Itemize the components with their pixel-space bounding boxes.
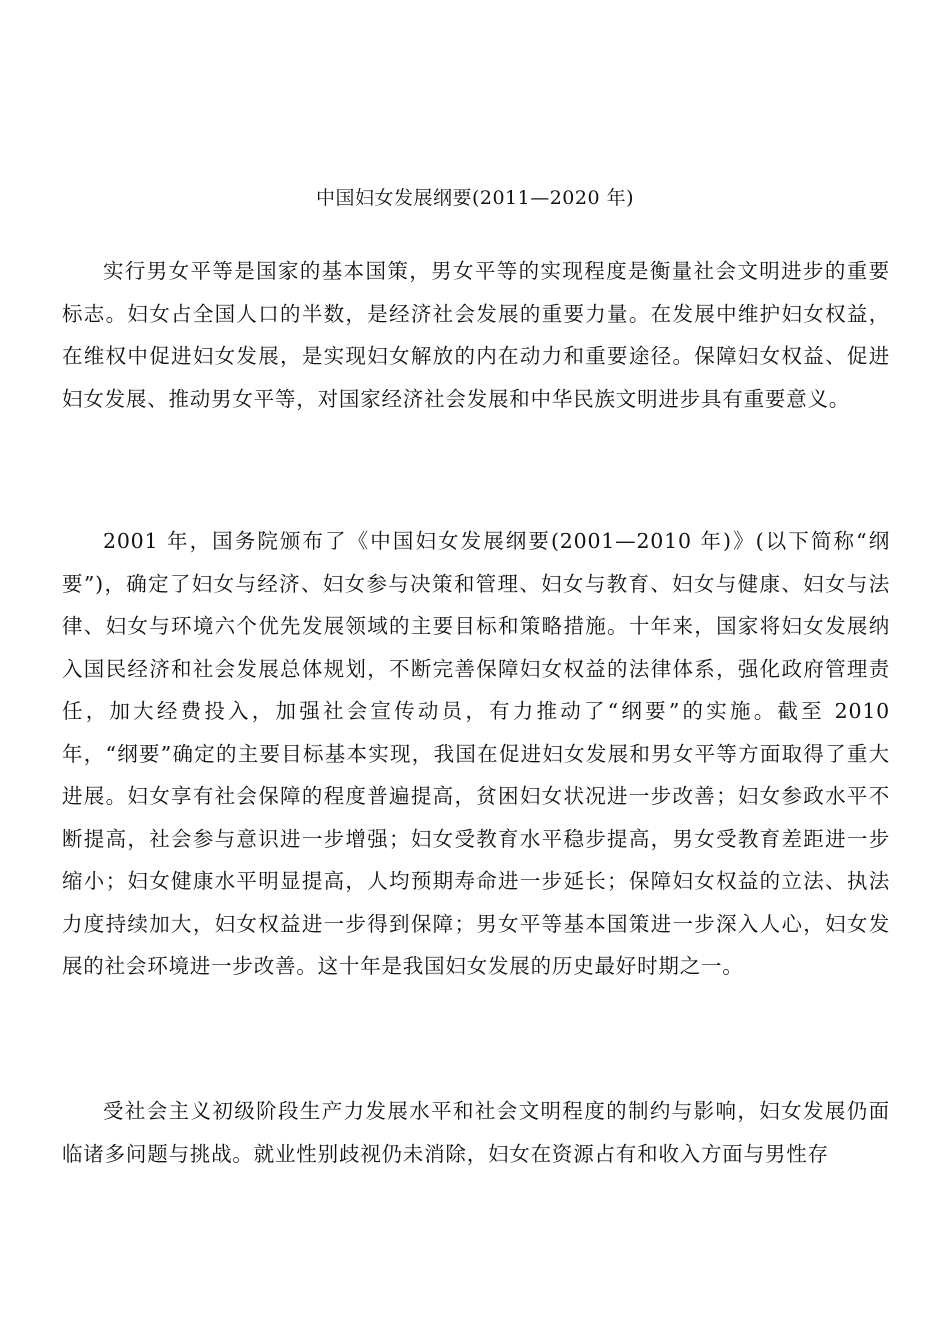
paragraph-1: 实行男女平等是国家的基本国策，男女平等的实现程度是衡量社会文明进步的重要标志。妇女占全国人口的半数，是经济社会发展的重要力量。在发展中维护妇女权益，在维权中促进妇女发展，是实现妇女解放的内在动力和重要途径。保障妇女权益、促进妇女发展、推动男女平等，对国家经济社会发展和中华民族文明进步具有重要意义。 xyxy=(62,259,890,411)
paragraph-3: 受社会主义初级阶段生产力发展水平和社会文明程度的制约与影响，妇女发展仍面临诸多问题与挑战。就业性别歧视仍未消除，妇女在资源占有和收入方面与男性存 xyxy=(62,1099,890,1166)
document-title: 中国妇女发展纲要(2011—2020 年) xyxy=(315,187,635,209)
paragraph-2: 2001 年，国务院颁布了《中国妇女发展纲要(2001—2010 年)》(以下简称“纲要”)，确定了妇女与经济、妇女参与决策和管理、妇女与教育、妇女与健康、妇女与法律、妇女与环境六个优先发展领域的主要目标和策略措施。十年来，国家将妇女发展纳入国民经济和社会发展总体规划，不断完善保障妇女权益的法律体系，强化政府管理责任，加大经费投入，加强社会宣传动员，有力推动了“纲要”的实施。截至 2010 年，“纲要”确定的主要目标基本实现，我国在促进妇女发展和男女平等方面取得了重大进展。妇女享有社会保障的程度普遍提高，贫困妇女状况进一步改善；妇女参政水平不断提高，社会参与意识进一步增强；妇女受教育水平稳步提高，男女受教育差距进一步缩小；妇女健康水平明显提高，人均预期寿命进一步延长；保障妇女权益的立法、执法力度持续加大，妇女权益进一步得到保障；男女平等基本国策进一步深入人心，妇女发展的社会环境进一步改善。这十年是我国妇女发展的历史最好时期之一。 xyxy=(62,529,890,978)
